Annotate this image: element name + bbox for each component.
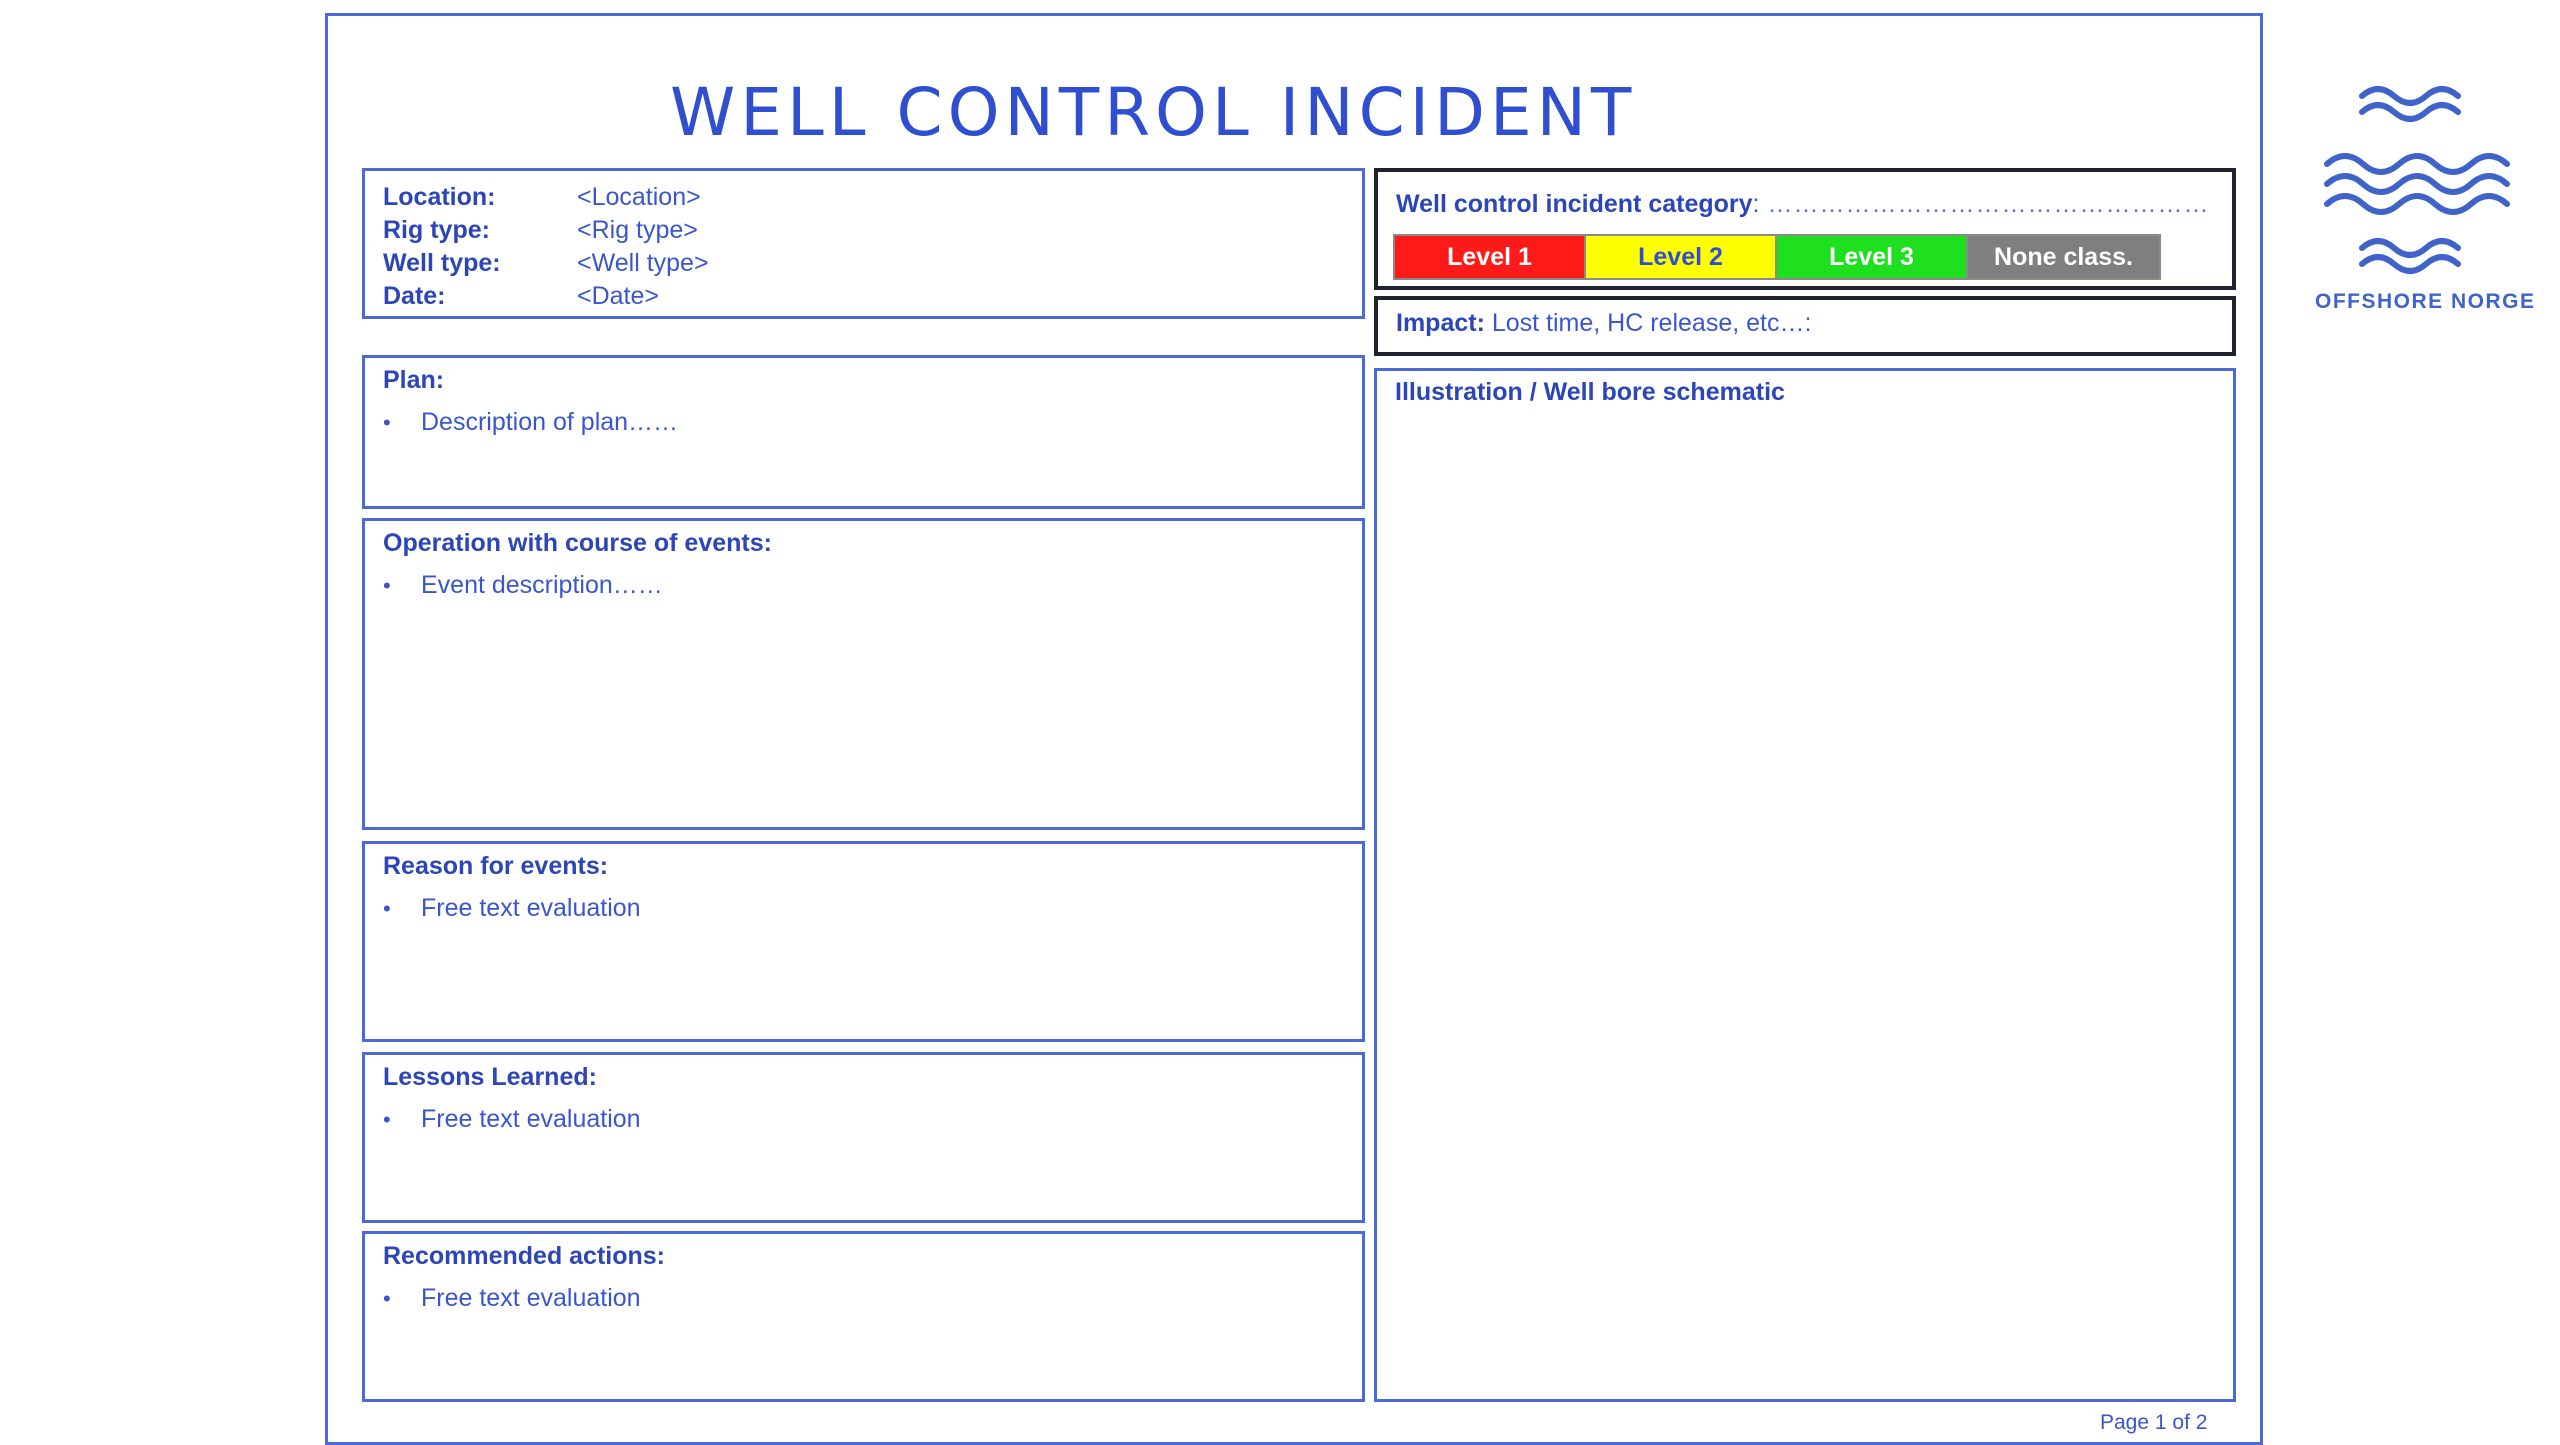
location-value[interactable]: <Location> [577,183,701,211]
recommended-actions-bullet-text: Free text evaluation [421,1284,641,1312]
lessons-learned-bullet-text: Free text evaluation [421,1105,641,1133]
date-value[interactable]: <Date> [577,282,660,310]
bullet-icon: • [383,410,391,435]
bullet-icon: • [383,896,391,921]
impact-box[interactable] [1374,296,2236,356]
info-row-date [383,282,659,311]
recommended-actions-heading: Recommended actions: [383,1242,666,1270]
logo-text: OFFSHORE NORGE [2315,290,2536,313]
location-label: Location: [383,183,496,211]
category-dots: …………………………………………… [1759,190,2210,218]
info-row-rig-type [383,216,698,245]
plan-box[interactable] [362,355,1365,509]
page-title: WELL CONTROL INCIDENT [670,74,1637,151]
impact-value: Lost time, HC release, etc…: [1484,309,1812,337]
none-class-option[interactable]: None class. [1968,236,2159,278]
reason-events-box[interactable] [362,841,1365,1042]
rig-type-value[interactable]: <Rig type> [577,216,698,244]
plan-bullet [383,408,678,437]
reason-events-bullet [383,894,641,923]
level-3-option[interactable]: Level 3 [1777,236,1968,278]
well-type-label: Well type: [383,249,501,277]
recommended-actions-box[interactable] [362,1231,1365,1402]
category-line [1396,190,2209,219]
info-row-location [383,183,701,212]
bullet-icon: • [383,573,391,598]
operation-events-bullet-text: Event description…… [421,571,663,599]
impact-label: Impact: [1396,309,1485,337]
rig-type-label: Rig type: [383,216,490,244]
lessons-learned-heading: Lessons Learned: [383,1063,597,1091]
level-1-option[interactable]: Level 1 [1395,236,1586,278]
bullet-icon: • [383,1107,391,1132]
lessons-learned-box[interactable] [362,1052,1365,1223]
offshore-norge-logo [2315,68,2536,328]
lessons-learned-bullet [383,1105,641,1134]
incident-category-box [1374,168,2236,290]
level-2-option[interactable]: Level 2 [1586,236,1777,278]
info-row-well-type [383,249,709,278]
recommended-actions-bullet [383,1284,641,1313]
page-number: Page 1 of 2 [2100,1411,2208,1434]
waves-icon [2315,68,2525,278]
plan-heading: Plan: [383,366,445,394]
category-levels [1393,234,2161,280]
well-type-value[interactable]: <Well type> [577,249,709,277]
date-label: Date: [383,282,446,310]
operation-events-box[interactable] [362,518,1365,830]
category-colon: : [1752,190,1760,218]
impact-line [1396,309,1811,338]
reason-events-bullet-text: Free text evaluation [421,894,641,922]
illustration-heading: Illustration / Well bore schematic [1395,378,1785,406]
bullet-icon: • [383,1286,391,1311]
operation-events-heading: Operation with course of events: [383,529,772,557]
operation-events-bullet [383,571,663,600]
plan-bullet-text: Description of plan…… [421,408,679,436]
category-label: Well control incident category [1396,190,1753,218]
reason-events-heading: Reason for events: [383,852,609,880]
incident-info-box [362,168,1365,319]
illustration-box[interactable] [1374,368,2236,1402]
